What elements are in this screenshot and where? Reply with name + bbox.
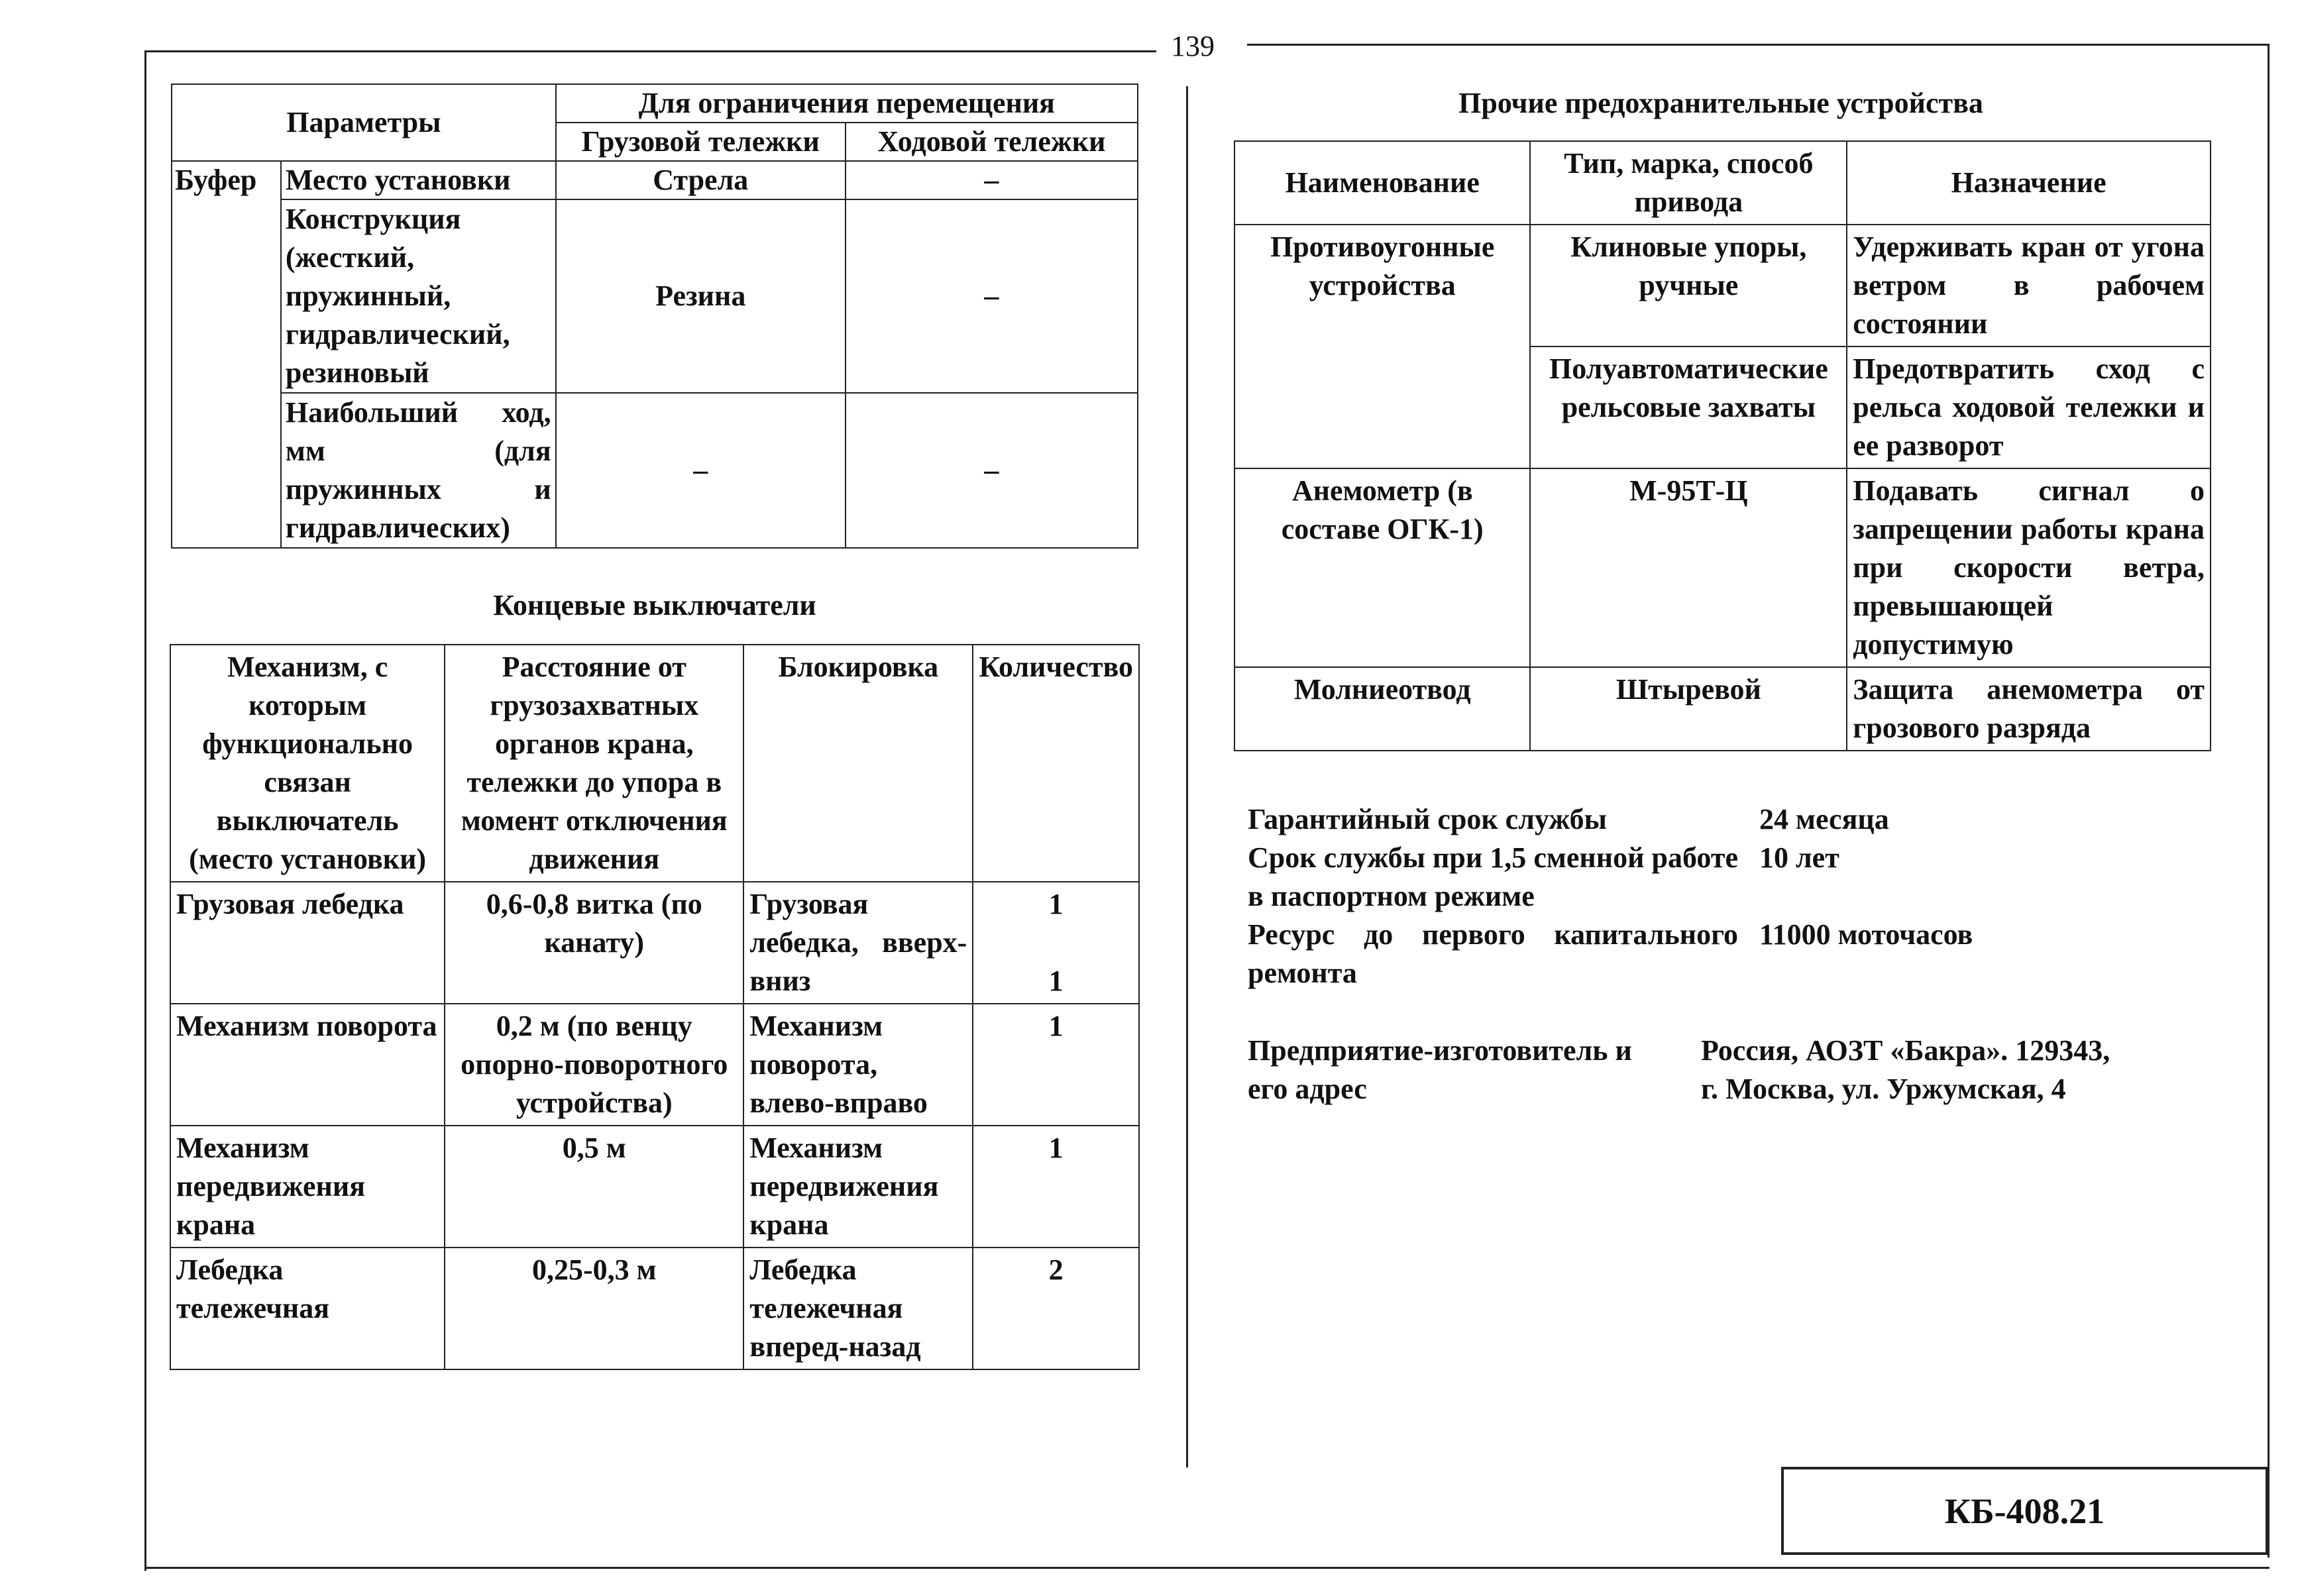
limit-switches-title: Концевые выключатели [493, 589, 816, 621]
warranty-label: Гарантийный срок службы [1248, 803, 1607, 835]
purpose-cell: Защита анемометра от грозового разряда [1847, 667, 2211, 751]
running-cell: – [846, 199, 1138, 393]
life-value: 10 лет [1759, 841, 1839, 874]
header-name: Наименование [1234, 141, 1530, 225]
resource-value: 11000 моточасов [1759, 918, 1973, 951]
param-cell: Место установки [281, 161, 556, 199]
manufacturer-label: Предприятие-изготовитель и его адрес [1248, 1034, 1632, 1105]
header-running: Ходовой тележки [846, 123, 1138, 161]
frame-top-left [144, 50, 1156, 52]
header-cargo: Грузовой тележки [556, 123, 846, 161]
cargo-cell: Резина [556, 199, 846, 393]
qty-cell: 1 [973, 1126, 1139, 1248]
frame-top-right [1247, 44, 2270, 46]
life-label: Срок службы при 1,5 сменной работе в паспортном режиме [1248, 841, 1738, 912]
page-number: 139 [1171, 30, 1215, 62]
distance-cell: 0,2 м (по венцу опорно-поворотного устройства) [445, 1004, 743, 1126]
header-params: Параметры [172, 84, 556, 161]
lock-cell: Лебедка тележечная вперед-назад [743, 1248, 973, 1369]
qty-value: 1 [1048, 965, 1064, 997]
qty-cell: 1 [973, 1004, 1139, 1126]
safety-devices-table [1234, 140, 2211, 751]
cargo-cell: Стрела [556, 161, 846, 199]
manufacturer-address-line2: г. Москва, ул. Уржумская, 4 [1701, 1073, 2066, 1105]
type-cell: М-95Т-Ц [1530, 468, 1847, 667]
param-cell: Конструкция (жесткий, пружинный, гидравлический, резиновый [281, 199, 556, 393]
frame-left [144, 50, 146, 1571]
type-cell: Клиновые упоры, ручные [1530, 225, 1847, 346]
resource-label: Ресурс до первого капитального ремонта [1248, 918, 1738, 989]
distance-cell: 0,6-0,8 витка (по канату) [445, 882, 743, 1004]
purpose-cell: Удерживать кран от угона ветром в рабочем состоянии [1847, 225, 2211, 346]
purpose-cell: Подавать сигнал о запрещении работы крана при скорости ветра, превышающей допустимую [1847, 468, 2211, 667]
frame-right [2268, 44, 2270, 1558]
purpose-cell: Предотвратить сход с рельса ходовой тележки и ее разворот [1847, 346, 2211, 468]
running-cell: – [846, 161, 1138, 199]
lock-cell: Механизм поворота, влево-вправо [743, 1004, 973, 1126]
header-mechanism: Механизм, с которым функционально связан выключатель (место установки) [170, 645, 445, 882]
group-buffer: Буфер [172, 161, 281, 548]
manufacturer-address-line1: Россия, АОЗТ «Бакра». 129343, [1701, 1034, 2110, 1067]
document-stamp: КБ-408.21 [1781, 1467, 2268, 1555]
header-lock: Блокировка [743, 645, 973, 882]
buffer-table [171, 83, 1138, 549]
frame-bottom [144, 1567, 2270, 1569]
param-cell: Наибольший ход, мм (для пружинных и гидравлических) [281, 393, 556, 548]
lock-cell: Механизм передвижения крана [743, 1126, 973, 1248]
warranty-value: 24 месяца [1759, 803, 1889, 835]
mechanism-cell: Механизм поворота [170, 1004, 445, 1126]
name-cell: Молниеотвод [1234, 667, 1530, 751]
mechanism-cell: Лебедка тележечная [170, 1248, 445, 1369]
cargo-cell: – [556, 393, 846, 548]
mechanism-cell: Механизм передвижения крана [170, 1126, 445, 1248]
distance-cell: 0,25-0,3 м [445, 1248, 743, 1369]
running-cell: – [846, 393, 1138, 548]
header-type: Тип, марка, способ привода [1530, 141, 1847, 225]
qty-cell [973, 882, 1139, 1004]
name-cell: Противоугонные устройства [1234, 225, 1530, 468]
type-cell: Полуавтоматические рельсовые захваты [1530, 346, 1847, 468]
header-limit: Для ограничения перемещения [556, 84, 1138, 123]
header-distance: Расстояние от грузозахватных органов крана, тележки до упора в момент отключения движения [445, 645, 743, 882]
distance-cell: 0,5 м [445, 1126, 743, 1248]
header-qty: Количество [973, 645, 1139, 882]
qty-value: 1 [1048, 888, 1064, 920]
safety-devices-title: Прочие предохранительные устройства [1458, 87, 1983, 119]
lock-cell: Грузовая лебедка, вверх-вниз [743, 882, 973, 1004]
center-divider [1186, 86, 1188, 1467]
type-cell: Штыревой [1530, 667, 1847, 751]
limit-switches-table [170, 644, 1140, 1370]
header-purpose: Назначение [1847, 141, 2211, 225]
name-cell: Анемометр (в составе ОГК-1) [1234, 468, 1530, 667]
qty-cell: 2 [973, 1248, 1139, 1369]
mechanism-cell: Грузовая лебедка [170, 882, 445, 1004]
